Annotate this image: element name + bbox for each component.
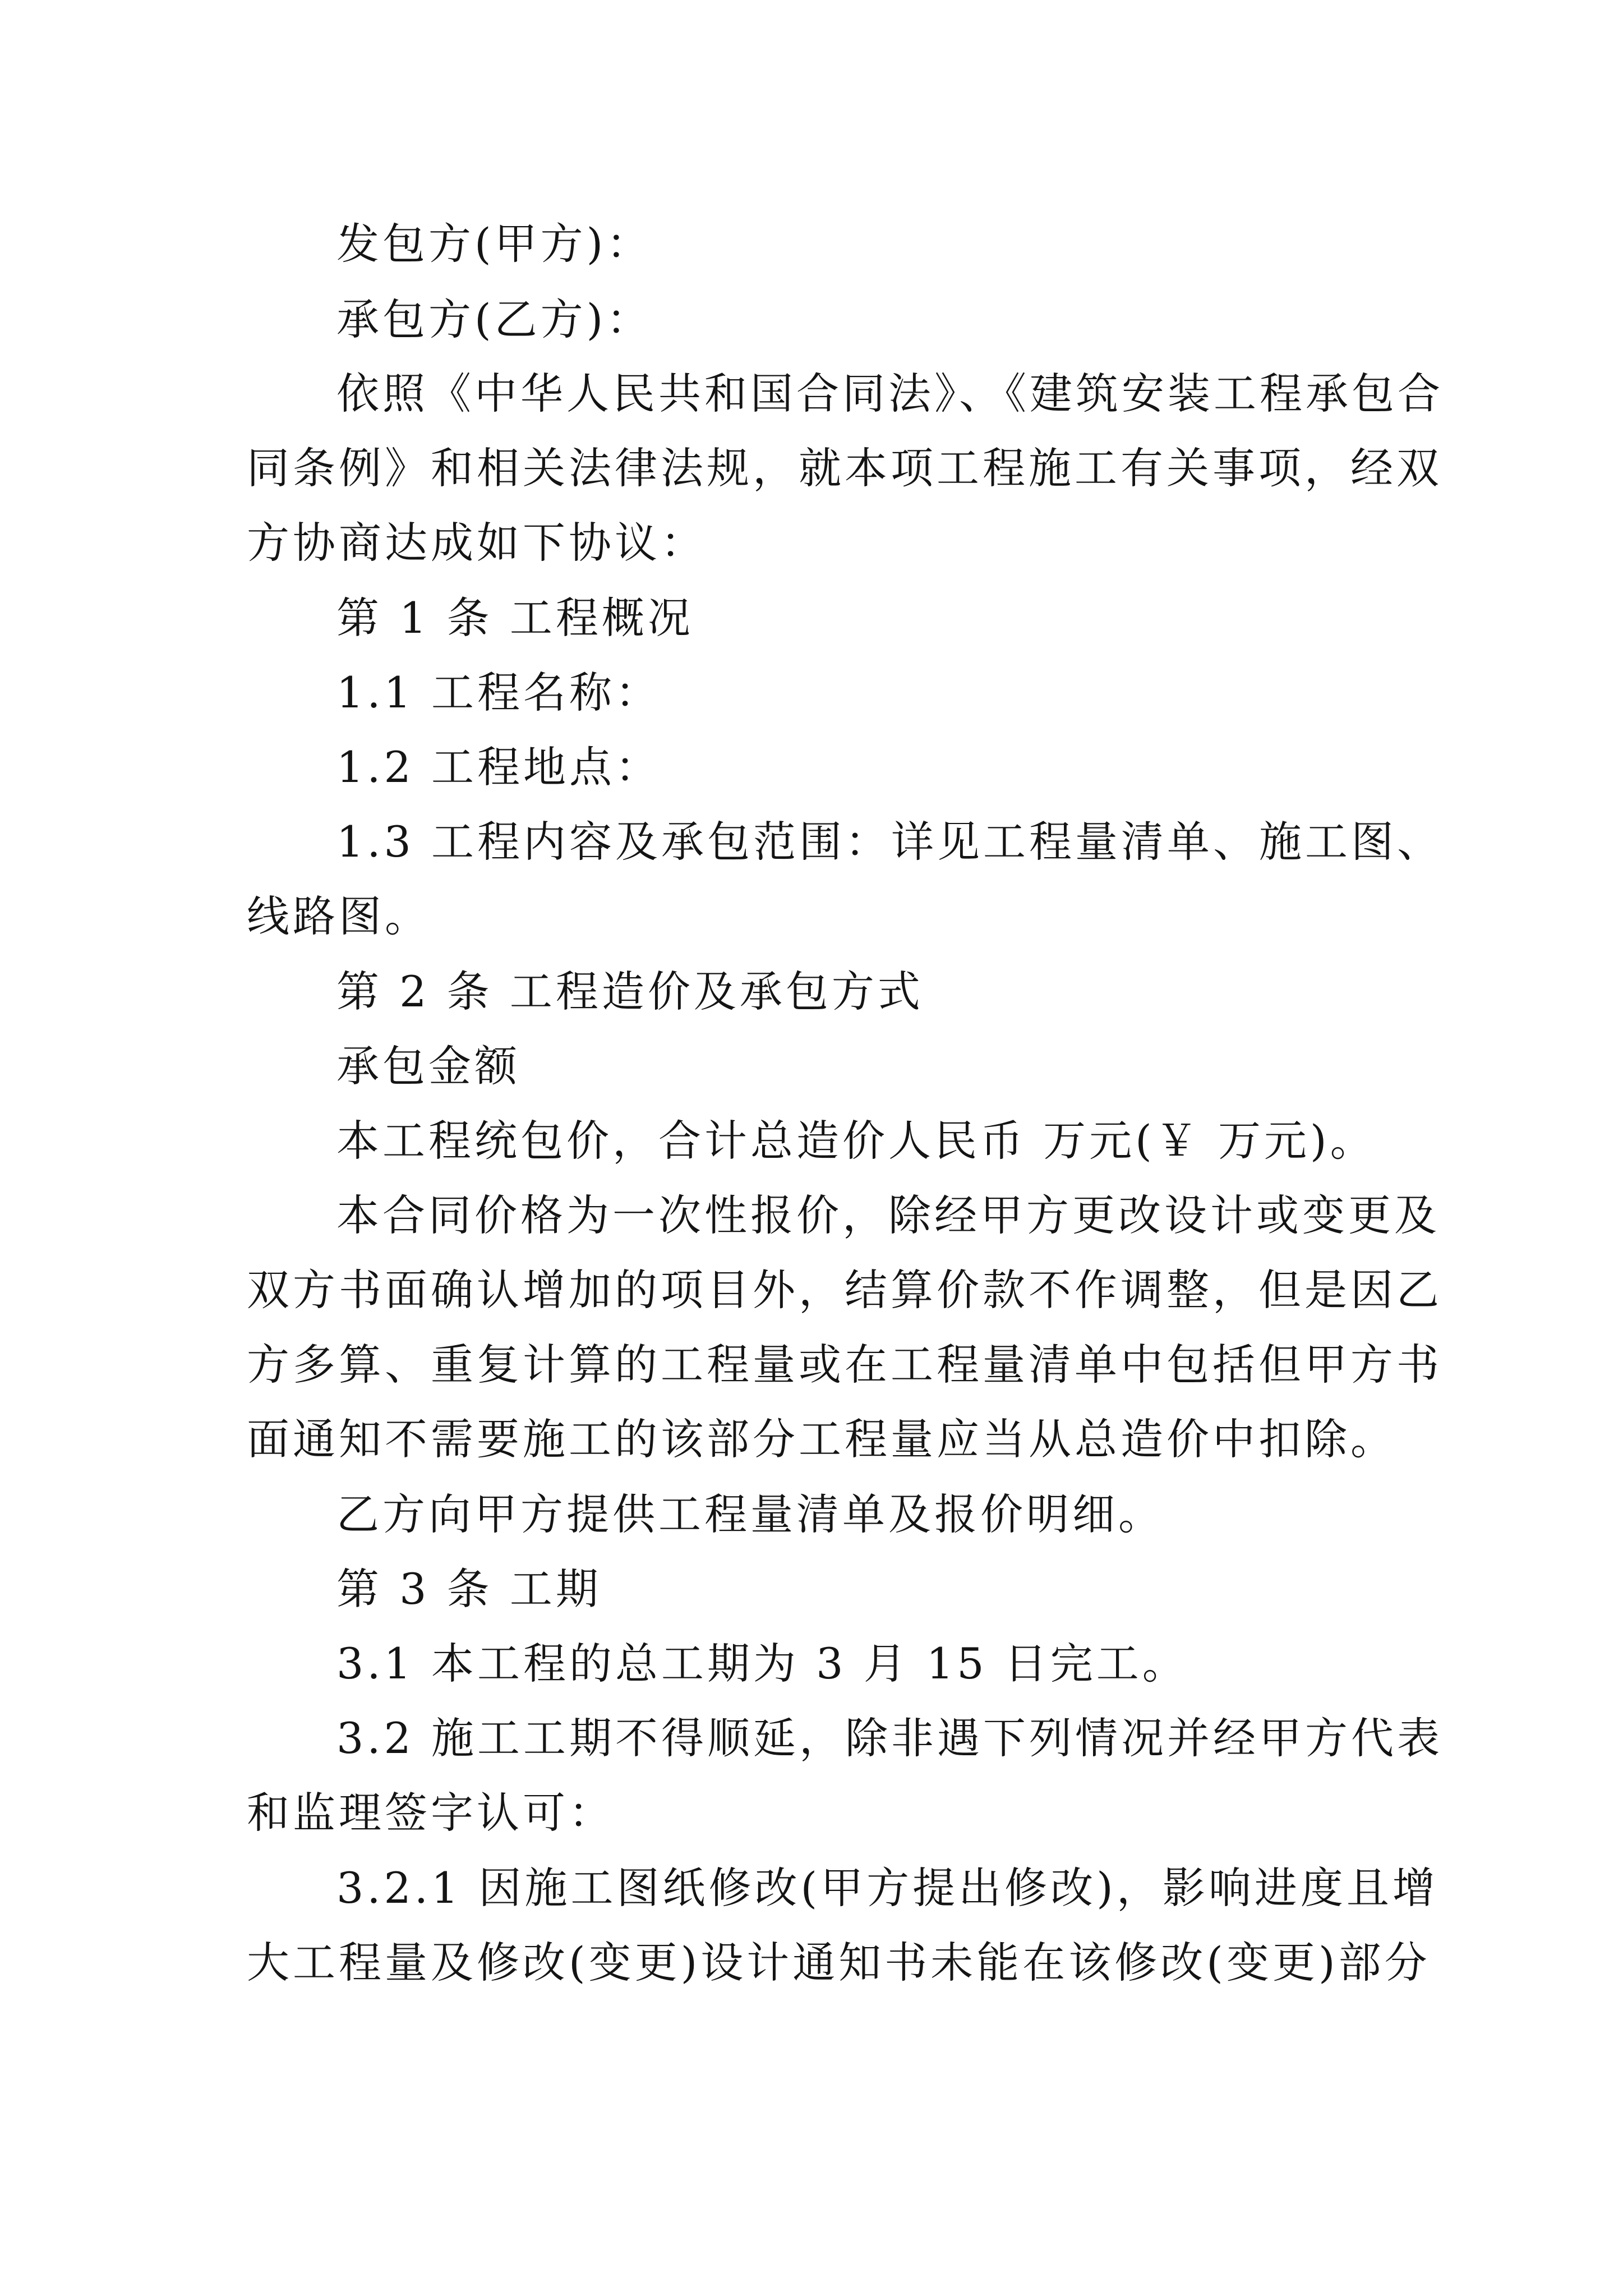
clause-3-2-1-line-2: 大工程量及修改(变更)设计通知书未能在该修改(变更)部分 xyxy=(247,1938,1431,1987)
price-terms-line-3: 方多算、重复计算的工程量或在工程量清单中包括但甲方书 xyxy=(247,1340,1442,1389)
clause-1-3-line-2: 线路图。 xyxy=(247,891,431,941)
clause-3-1: 3.1 本工程的总工期为 3 月 15 日完工。 xyxy=(336,1639,1188,1688)
clause-1-3-line-1: 1.3 工程内容及承包范围：详见工程量清单、施工图、 xyxy=(336,817,1444,867)
contract-amount-heading: 承包金额 xyxy=(336,1041,520,1091)
article-2-heading: 第 2 条 工程造价及承包方式 xyxy=(336,967,924,1016)
quantity-list-line: 乙方向甲方提供工程量清单及报价明细。 xyxy=(336,1489,1164,1539)
price-terms-line-4: 面通知不需要施工的该部分工程量应当从总造价中扣除。 xyxy=(247,1414,1396,1464)
article-1-heading: 第 1 条 工程概况 xyxy=(336,593,694,643)
clause-3-2-line-2: 和监理签字认可： xyxy=(247,1788,615,1838)
clause-3-2-1-line-1: 3.2.1 因施工图纸修改(甲方提出修改)，影响进度且增 xyxy=(336,1863,1438,1913)
preamble-line-3: 方协商达成如下协议： xyxy=(247,518,707,568)
price-terms-line-2: 双方书面确认增加的项目外，结算价款不作调整，但是因乙 xyxy=(247,1265,1442,1315)
party-a-line: 发包方(甲方)： xyxy=(336,219,653,269)
party-b-line: 承包方(乙方)： xyxy=(336,295,653,344)
total-price-line: 本工程统包价，合计总造价人民币 万元(￥ 万元)。 xyxy=(336,1116,1376,1166)
clause-1-2: 1.2 工程地点： xyxy=(336,742,662,792)
price-terms-line-1: 本合同价格为一次性报价，除经甲方更改设计或变更及 xyxy=(336,1190,1440,1240)
clause-3-2-line-1: 3.2 施工工期不得顺延，除非遇下列情况并经甲方代表 xyxy=(336,1713,1444,1763)
article-3-heading: 第 3 条 工期 xyxy=(336,1564,602,1614)
preamble-line-1: 依照《中华人民共和国合同法》、《建筑安装工程承包合 xyxy=(336,369,1444,418)
clause-1-1: 1.1 工程名称： xyxy=(336,668,662,717)
preamble-line-2: 同条例》和相关法律法规，就本项工程施工有关事项，经双 xyxy=(247,443,1442,493)
